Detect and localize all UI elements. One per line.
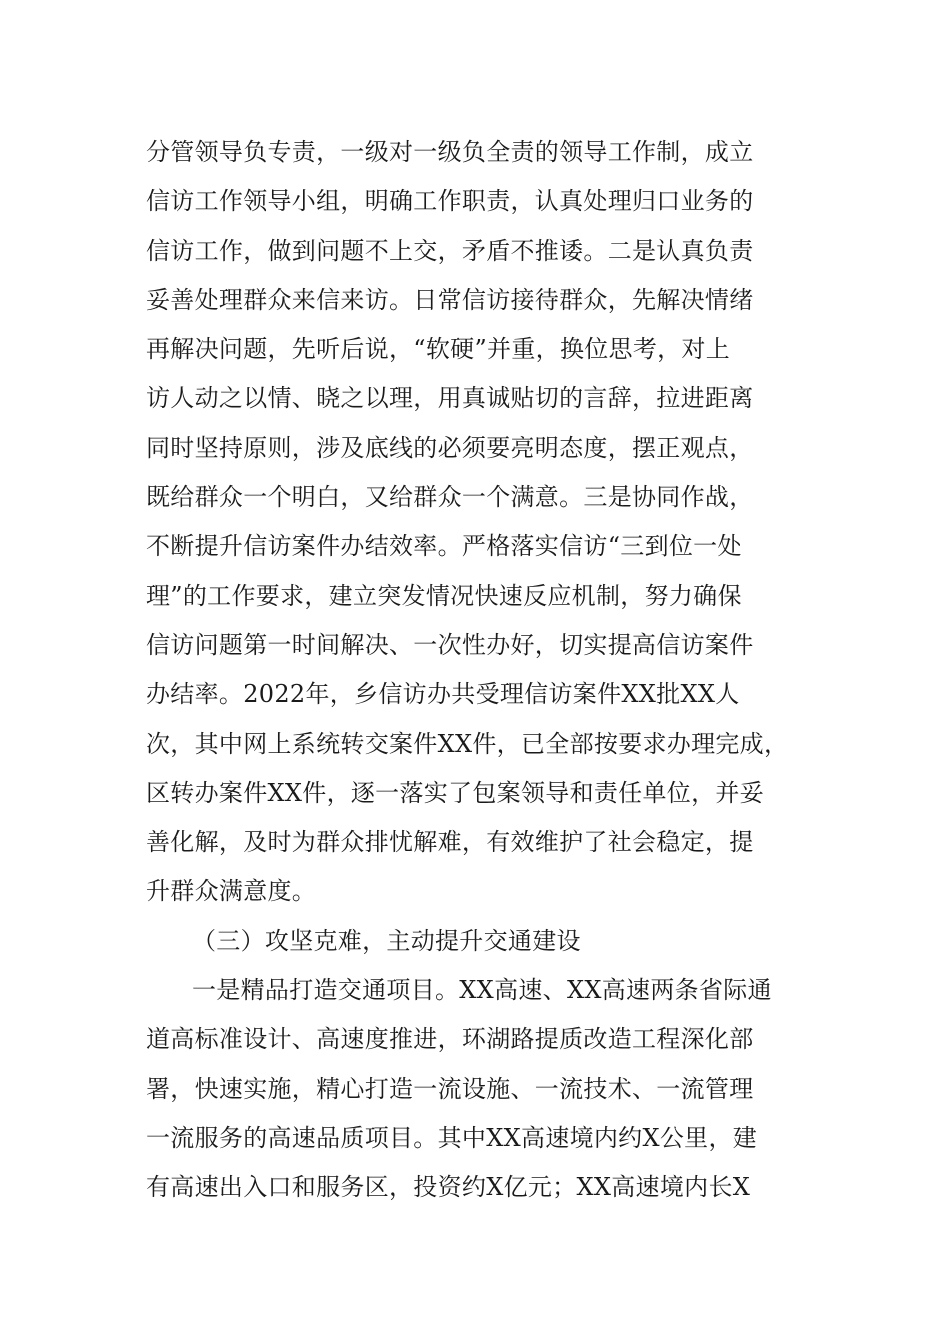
text-line: 区转办案件XX件，逐一落实了包案领导和责任单位，并妥 bbox=[146, 778, 764, 807]
text-line: 不断提升信访案件办结效率。严格落实信访“三到位一处 bbox=[146, 532, 742, 561]
text-line: 信访工作领导小组，明确工作职责，认真处理归口业务的 bbox=[146, 187, 754, 216]
text-line: 一是精品打造交通项目。XX高速、XX高速两条省际通 bbox=[192, 976, 772, 1005]
text-line: 访人动之以情、晓之以理，用真诚贴切的言辞，拉进距离 bbox=[146, 384, 754, 413]
text-line: 信访问题第一时间解决、一次性办好，切实提高信访案件 bbox=[146, 630, 754, 659]
text-line: 有高速出入口和服务区，投资约X亿元；XX高速境内长X bbox=[146, 1173, 751, 1202]
text-line: 署，快速实施，精心打造一流设施、一流技术、一流管理 bbox=[146, 1074, 754, 1103]
text-line: 信访工作，做到问题不上交，矛盾不推诿。二是认真负责 bbox=[146, 236, 754, 265]
text-line: 再解决问题，先听后说，“软硬”并重，换位思考，对上 bbox=[146, 335, 731, 364]
text-line: 分管领导负专责，一级对一级负全责的领导工作制，成立 bbox=[146, 138, 754, 166]
text-line: 妥善处理群众来信来访。日常信访接待群众，先解决情绪 bbox=[146, 285, 754, 314]
text-line: 次，其中网上系统转交案件XX件，已全部按要求办理完成， bbox=[146, 729, 789, 758]
body-text bbox=[146, 128, 826, 1213]
text-line: 既给群众一个明白，又给群众一个满意。三是协同作战， bbox=[146, 483, 754, 512]
text-line: 善化解，及时为群众排忧解难，有效维护了社会稳定，提 bbox=[146, 828, 754, 857]
text-line: 办结率。2022年，乡信访办共受理信访案件XX批XX人 bbox=[146, 680, 740, 709]
text-line: 一流服务的高速品质项目。其中XX高速境内约X公里，建 bbox=[146, 1123, 758, 1152]
text-line: 理”的工作要求，建立突发情况快速反应机制，努力确保 bbox=[146, 581, 742, 610]
section-heading: （三）攻坚克难，主动提升交通建设 bbox=[192, 926, 581, 955]
text-line: 升群众满意度。 bbox=[146, 877, 317, 906]
text-line: 同时坚持原则，涉及底线的必须要亮明态度，摆正观点， bbox=[146, 433, 754, 462]
text-line: 道高标准设计、高速度推进，环湖路提质改造工程深化部 bbox=[146, 1025, 754, 1054]
